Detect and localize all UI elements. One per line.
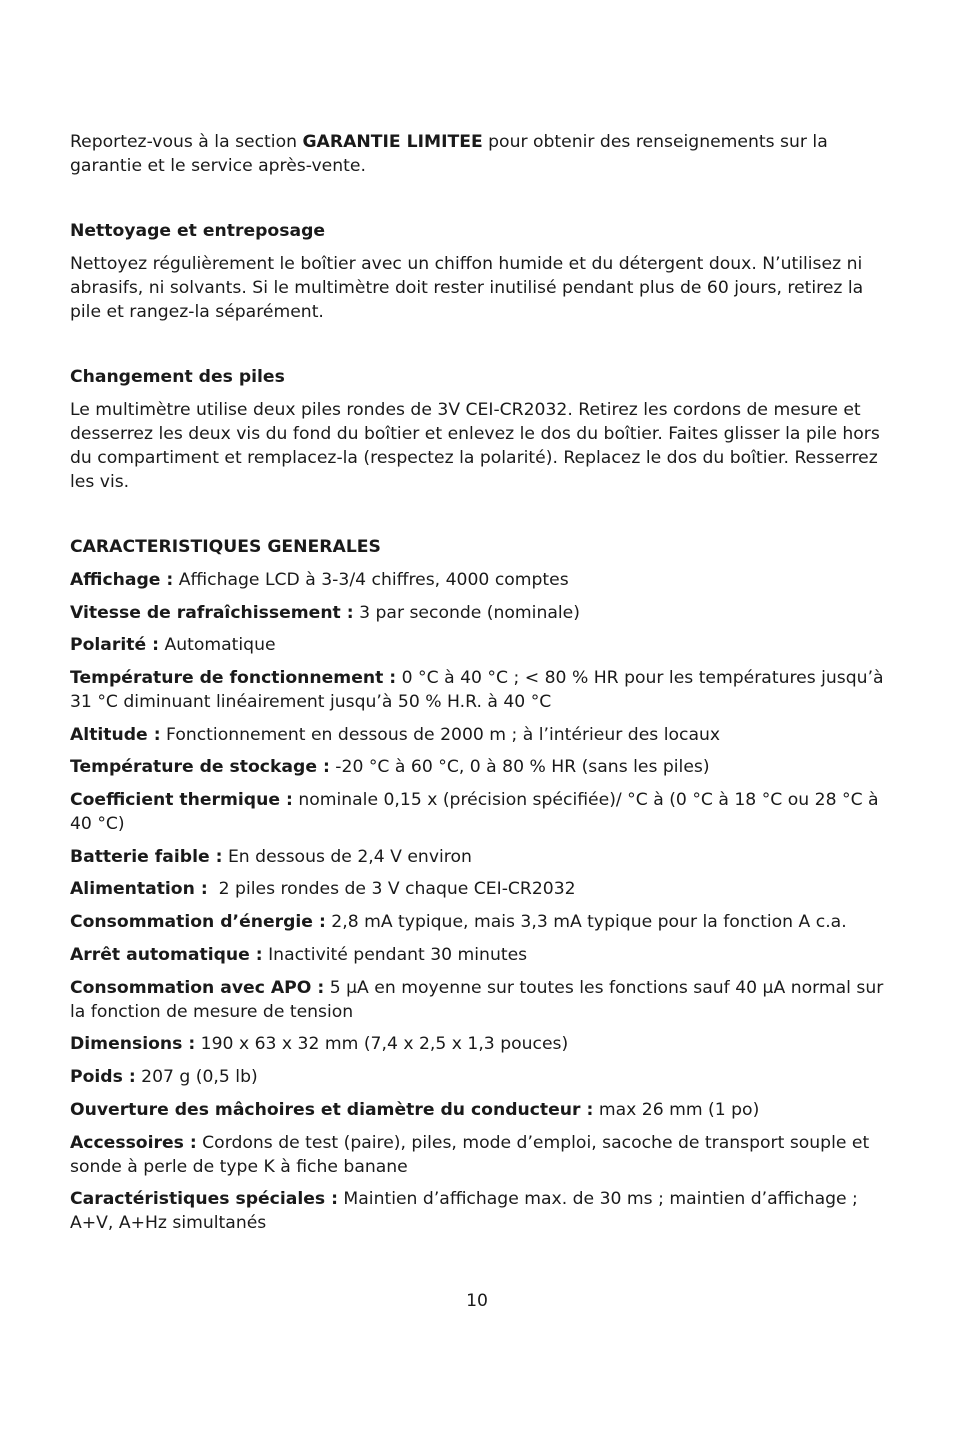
spec-value: 3 par seconde (nominale) — [353, 603, 580, 623]
spec-item — [70, 1032, 888, 1056]
spec-value: Maintien d’affichage max. de 30 ms ; maintien d’affichage ; A+V, A+Hz simultanés — [70, 1189, 858, 1233]
spec-label: Température de fonctionnement : — [70, 668, 397, 688]
spec-label: Alimentation : — [70, 879, 208, 899]
cleaning-text: Nettoyez régulièrement le boîtier avec un chiffon humide et du détergent doux. N’utilisez ni abrasifs, ni solvants. Si le multimètre doit rester inutilisé pendant plus de 60 jours, retirez la pile et rangez-la séparément. — [70, 254, 864, 322]
spec-item — [70, 976, 888, 1024]
spec-label: Arrêt automatique : — [70, 945, 263, 965]
spec-item — [70, 755, 888, 779]
spec-value: 5 µA en moyenne sur toutes les fonctions sauf 40 µA normal sur la fonction de mesure de tension — [70, 978, 884, 1022]
spec-value: Inactivité pendant 30 minutes — [262, 945, 528, 965]
spec-item — [70, 666, 888, 714]
spec-item — [70, 845, 888, 869]
spec-item — [70, 568, 888, 592]
spec-label: Consommation d’énergie : — [70, 912, 326, 932]
spec-label: Accessoires : — [70, 1133, 197, 1153]
spec-label: Caractéristiques spéciales : — [70, 1189, 338, 1209]
battery-text: Le multimètre utilise deux piles rondes de 3V CEI-CR2032. Retirez les cordons de mesure et desserrez les deux vis du fond du boîtier et enlevez le dos du boîtier. Faites glisser la pile hors du compartiment et remplacez-la (respectez la polarité). Replacez le dos du boîtier. Resserrez les vis. — [70, 400, 880, 492]
spec-value: 207 g (0,5 lb) — [135, 1067, 258, 1087]
spec-value: 0 °C à 40 °C ; < 80 % HR pour les températures jusqu’à 31 °C diminuant linéairement jusqu’à 50 % H.R. à 40 °C — [70, 668, 884, 712]
battery-heading: Changement des piles — [70, 367, 285, 387]
spec-label: Batterie faible : — [70, 847, 223, 867]
spec-label: Poids : — [70, 1067, 136, 1087]
spec-label: Dimensions : — [70, 1034, 196, 1054]
spec-item — [70, 788, 888, 836]
spec-item — [70, 1187, 888, 1235]
specs-heading: CARACTERISTIQUES GENERALES — [70, 537, 381, 557]
page-number: 10 — [466, 1291, 488, 1311]
spec-value: 2 piles rondes de 3 V chaque CEI-CR2032 — [207, 879, 576, 899]
spec-item — [70, 1131, 888, 1179]
spec-item — [70, 877, 888, 901]
spec-value: -20 °C à 60 °C, 0 à 80 % HR (sans les piles) — [329, 757, 710, 777]
spec-item — [70, 601, 888, 625]
spec-value: Automatique — [159, 635, 276, 655]
spec-item — [70, 1098, 888, 1122]
cleaning-heading: Nettoyage et entreposage — [70, 221, 326, 241]
spec-label: Consommation avec APO : — [70, 978, 325, 998]
spec-label: Ouverture des mâchoires et diamètre du conducteur : — [70, 1100, 594, 1120]
spec-item — [70, 633, 888, 657]
spec-value: Cordons de test (paire), piles, mode d’emploi, sacoche de transport souple et sonde à perle de type K à fiche banane — [70, 1133, 870, 1177]
spec-label: Altitude : — [70, 725, 161, 745]
spec-label: Polarité : — [70, 635, 159, 655]
spec-label: Coefficient thermique : — [70, 790, 293, 810]
spec-value: 2,8 mA typique, mais 3,3 mA typique pour la fonction A c.a. — [325, 912, 847, 932]
spec-item — [70, 1065, 888, 1089]
spec-item — [70, 910, 888, 934]
spec-value: max 26 mm (1 po) — [593, 1100, 760, 1120]
spec-value: Affichage LCD à 3-3/4 chiffres, 4000 comptes — [173, 570, 569, 590]
spec-item — [70, 943, 888, 967]
spec-value: 190 x 63 x 32 mm (7,4 x 2,5 x 1,3 pouces) — [195, 1034, 569, 1054]
spec-value: nominale 0,15 x (précision spécifiée)/ °C à (0 °C à 18 °C ou 28 °C à 40 °C) — [70, 790, 879, 834]
spec-value: Fonctionnement en dessous de 2000 m ; à l’intérieur des locaux — [160, 725, 721, 745]
warranty-intro: Reportez-vous à la section GARANTIE LIMITEE pour obtenir des renseignements sur la garantie et le service après-vente. — [70, 132, 828, 176]
spec-label: Affichage : — [70, 570, 174, 590]
spec-value: En dessous de 2,4 V environ — [222, 847, 472, 867]
spec-label: Température de stockage : — [70, 757, 330, 777]
warranty-section-ref: GARANTIE LIMITEE — [302, 132, 483, 152]
spec-label: Vitesse de rafraîchissement : — [70, 603, 354, 623]
spec-item — [70, 723, 888, 747]
